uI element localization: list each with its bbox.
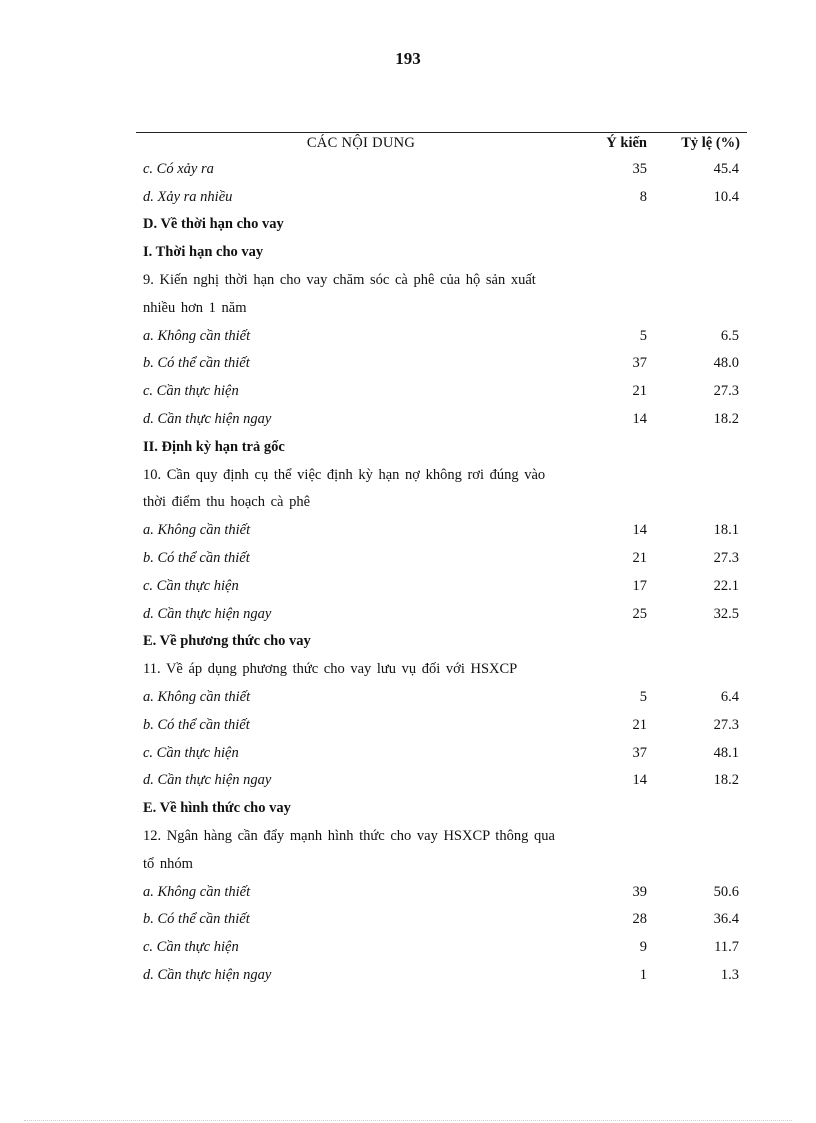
row-percent: [654, 211, 747, 239]
row-label: tổ nhóm: [143, 855, 193, 872]
row-count: [586, 794, 654, 822]
table-row-section: [136, 211, 747, 239]
row-percent: [654, 489, 747, 517]
row-count: [586, 655, 654, 683]
header-content: CÁC NỘI DUNG: [136, 133, 586, 156]
table-row-option: [136, 600, 747, 628]
row-count: 21: [632, 383, 647, 400]
table-row-option: [136, 767, 747, 795]
table-row-option: [136, 544, 747, 572]
row-count: [586, 628, 654, 656]
header-percent: Tỷ lệ (%): [654, 133, 747, 156]
row-percent: 18.2: [713, 411, 739, 428]
table-row-question: [136, 489, 747, 517]
row-count: 17: [632, 577, 647, 594]
row-percent: 36.4: [713, 911, 739, 928]
table-row-question: [136, 655, 747, 683]
table-row-question: [136, 461, 747, 489]
row-count: [586, 266, 654, 294]
row-percent: [654, 822, 747, 850]
table-row-question: [136, 822, 747, 850]
row-count: [586, 433, 654, 461]
row-percent: 11.7: [714, 939, 739, 956]
table-body: [136, 155, 747, 989]
row-label: 11. Về áp dụng phương thức cho vay lưu vụ đối với HSXCP: [143, 661, 518, 678]
table-row-section: [136, 238, 747, 266]
row-count: 8: [639, 188, 647, 205]
row-label: d. Xảy ra nhiều: [143, 188, 233, 205]
table-row-option: [136, 183, 747, 211]
page-number: 193: [395, 49, 421, 68]
row-label: a. Không cần thiết: [143, 327, 251, 344]
row-percent: [654, 238, 747, 266]
row-count: [586, 822, 654, 850]
row-label: nhiều hơn 1 năm: [143, 299, 247, 316]
row-label: a. Không cần thiết: [143, 689, 251, 706]
table-row-option: [136, 516, 747, 544]
row-label: b. Có thể cần thiết: [143, 550, 250, 567]
table-row-option: [136, 878, 747, 906]
table-row-option: [136, 155, 747, 183]
row-label: c. Cần thực hiện: [143, 383, 239, 400]
row-percent: [654, 294, 747, 322]
row-percent: 22.1: [713, 577, 739, 594]
row-percent: [654, 655, 747, 683]
row-percent: 48.0: [713, 355, 739, 372]
row-label: b. Có thể cần thiết: [143, 355, 250, 372]
table-row-section: [136, 628, 747, 656]
row-percent: 32.5: [713, 605, 739, 622]
row-label: c. Cần thực hiện: [143, 577, 239, 594]
row-count: 9: [639, 939, 647, 956]
row-label: 12. Ngân hàng cần đẩy mạnh hình thức cho vay HSXCP thông qua: [143, 828, 555, 845]
table-row-option: [136, 739, 747, 767]
row-percent: 6.4: [720, 689, 739, 706]
row-label: 9. Kiến nghị thời hạn cho vay chăm sóc cà phê của hộ sản xuất: [143, 272, 536, 289]
table-row-option: [136, 572, 747, 600]
row-count: 39: [632, 883, 647, 900]
table-row-option: [136, 683, 747, 711]
row-label: d. Cần thực hiện ngay: [143, 411, 272, 428]
row-label: D. Về thời hạn cho vay: [143, 216, 284, 233]
row-count: 14: [632, 411, 647, 428]
row-percent: 45.4: [713, 160, 739, 177]
row-percent: 27.3: [713, 550, 739, 567]
row-label: I. Thời hạn cho vay: [143, 244, 264, 261]
row-label: c. Có xảy ra: [143, 160, 214, 177]
row-count: 35: [632, 160, 647, 177]
table-row-question: [136, 266, 747, 294]
row-count: 21: [632, 550, 647, 567]
row-label: a. Không cần thiết: [143, 883, 251, 900]
row-label: c. Cần thực hiện: [143, 744, 239, 761]
row-percent: 18.1: [713, 522, 739, 539]
row-percent: [654, 461, 747, 489]
table-row-option: [136, 961, 747, 989]
page-bottom-divider: [24, 1120, 792, 1121]
table-row-option: [136, 711, 747, 739]
row-count: 21: [632, 716, 647, 733]
header-count: Ý kiến: [586, 133, 654, 156]
row-count: 37: [632, 744, 647, 761]
row-count: 5: [639, 689, 647, 706]
row-percent: 48.1: [713, 744, 739, 761]
row-count: [586, 238, 654, 266]
row-label: d. Cần thực hiện ngay: [143, 605, 272, 622]
table-row-option: [136, 405, 747, 433]
table-row-section: [136, 794, 747, 822]
row-percent: 50.6: [713, 883, 739, 900]
row-label: thời điểm thu hoạch cà phê: [143, 494, 311, 511]
row-label: d. Cần thực hiện ngay: [143, 967, 272, 983]
row-percent: [654, 433, 747, 461]
table-row-option: [136, 906, 747, 934]
row-count: 1: [639, 967, 647, 983]
row-count: [586, 211, 654, 239]
table-row-option: [136, 350, 747, 378]
row-percent: 27.3: [713, 383, 739, 400]
row-label: E. Về hình thức cho vay: [143, 800, 291, 817]
row-count: 28: [632, 911, 647, 928]
row-count: [586, 850, 654, 878]
header-row: [136, 133, 747, 156]
table-row-question: [136, 850, 747, 878]
row-label: b. Có thể cần thiết: [143, 716, 250, 733]
table-header: [136, 133, 747, 156]
row-percent: [654, 794, 747, 822]
row-percent: 6.5: [720, 327, 739, 344]
row-count: 14: [632, 522, 647, 539]
row-label: 10. Cần quy định cụ thể việc định kỳ hạn nợ không rơi đúng vào: [143, 466, 546, 483]
row-percent: [654, 628, 747, 656]
table-row-option: [136, 933, 747, 961]
survey-table: [136, 132, 747, 989]
table-row-section: [136, 433, 747, 461]
table-row-question: [136, 294, 747, 322]
table-row-option: [136, 377, 747, 405]
row-label: b. Có thể cần thiết: [143, 911, 250, 928]
row-label: II. Định kỳ hạn trả gốc: [143, 438, 285, 455]
row-label: c. Cần thực hiện: [143, 939, 239, 956]
row-percent: [654, 266, 747, 294]
row-percent: 27.3: [713, 716, 739, 733]
row-count: [586, 294, 654, 322]
row-label: a. Không cần thiết: [143, 522, 251, 539]
row-count: [586, 489, 654, 517]
row-percent: 10.4: [713, 188, 739, 205]
row-count: [586, 461, 654, 489]
row-count: 14: [632, 772, 647, 789]
table-row-option: [136, 322, 747, 350]
row-percent: [654, 850, 747, 878]
row-label: E. Về phương thức cho vay: [143, 633, 311, 650]
row-count: 5: [639, 327, 647, 344]
row-count: 37: [632, 355, 647, 372]
row-percent: 18.2: [713, 772, 739, 789]
row-percent: 1.3: [720, 967, 739, 983]
row-label: d. Cần thực hiện ngay: [143, 772, 272, 789]
row-count: 25: [632, 605, 647, 622]
